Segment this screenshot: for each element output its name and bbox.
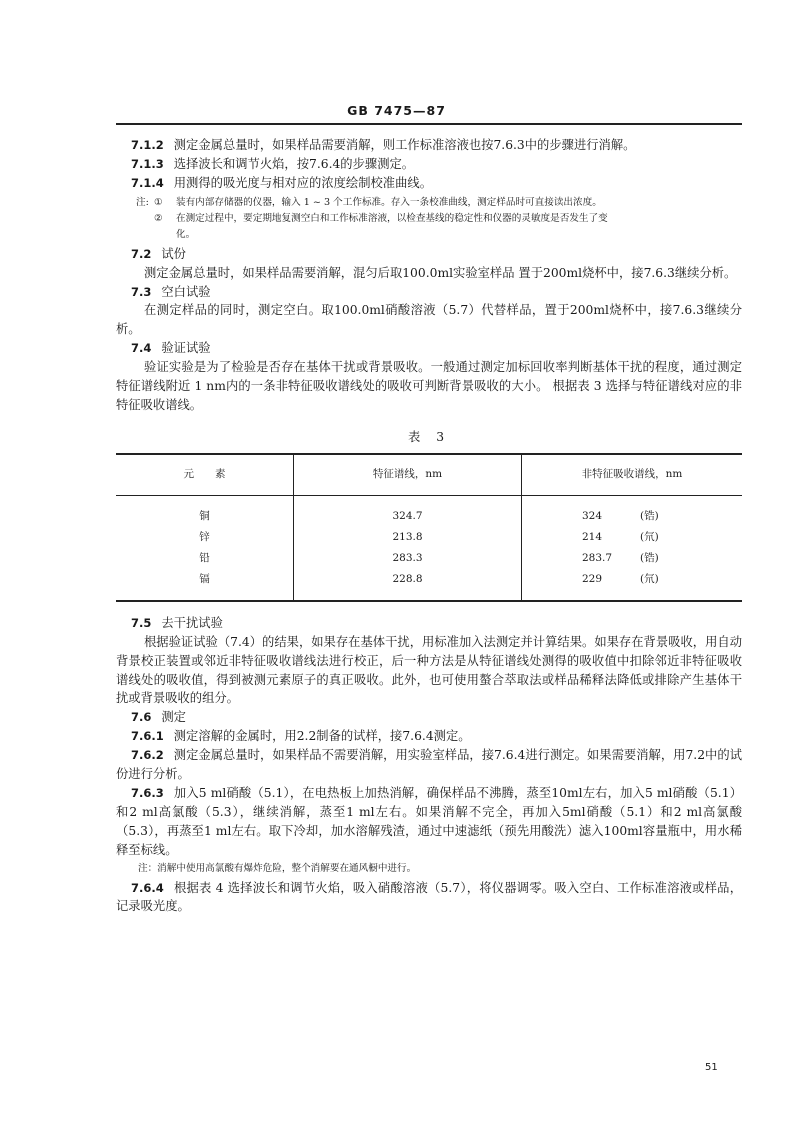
- footnote-7-6-3: 注：消解中使用高氯酸有爆炸危险，整个消解要在通风橱中进行。: [138, 862, 417, 874]
- clause-text: 测定金属总量时，如果样品不需要消解，用实验室样品，接7.6.4进行测定。如果需要消解，用7.2中的试份进行分析。: [116, 748, 742, 782]
- clause-text: 测定溶解的金属时，用2.2制备的试样，接7.6.4测定。: [173, 729, 471, 744]
- cell-line: 324.7: [294, 495, 522, 527]
- note-label: 注:: [136, 196, 149, 208]
- section-title: 试份: [161, 246, 186, 261]
- table-row: [116, 569, 742, 601]
- cell-element: 锌: [199, 530, 210, 543]
- clause-7-6-1: [116, 727, 742, 746]
- section-title: 去干扰试验: [161, 615, 223, 630]
- section-title: 空白试验: [161, 284, 211, 299]
- table-header-row: [116, 454, 742, 496]
- section-7-2-heading: [116, 245, 742, 264]
- clause-7-6-4: [116, 879, 742, 917]
- note-1: [116, 195, 742, 211]
- section-number: 7.2: [131, 246, 152, 261]
- clause-text: 选择波长和调节火焰，按7.6.4的步骤测定。: [173, 156, 415, 171]
- note-continuation: 化。: [176, 228, 196, 240]
- clause-number: 7.1.2: [131, 138, 164, 152]
- table-row: [116, 548, 742, 569]
- cell-element: 铜: [199, 509, 210, 522]
- note-marker: ②: [154, 212, 163, 224]
- note-text: 装有内部存储器的仪器，输入 1 ~ 3 个工作标准。存入一条校准曲线，测定样品时可直接读出浓度。: [176, 196, 602, 208]
- clause-number: 7.6.1: [131, 729, 164, 744]
- cell-nonline: 229 (氘): [522, 569, 743, 601]
- section-number: 7.6: [131, 710, 152, 725]
- notes-block: [116, 195, 742, 243]
- clause-text: 根据表 4 选择波长和调节火焰，吸入硝酸溶液（5.7），将仪器调零。吸入空白、工作标准溶液或样品，记录吸光度。: [116, 880, 742, 914]
- section-7-3-text: 在测定样品的同时，测定空白。取100.0ml硝酸溶液（5.7）代替样品，置于200ml烧杯中，接7.6.3继续分析。: [116, 303, 742, 337]
- table-row: [116, 495, 742, 527]
- section-7-4-text: 验证实验是为了检验是否存在基体干扰或背景吸收。一般通过测定加标回收率判断基体干扰的程度，通过测定特征谱线附近 1 nm内的一条非特征吸收谱线处的吸收可判断背景吸收的大小。 根据表 3 选择与特征谱线对应的非特征吸收谱线。: [116, 360, 742, 412]
- clause-text: 用测得的吸光度与相对应的浓度绘制校准曲线。: [173, 175, 432, 190]
- cell-line: 283.3: [294, 548, 522, 569]
- section-7-6-heading: [116, 708, 742, 727]
- clause-7-1-2: [116, 136, 742, 155]
- table-row: [116, 527, 742, 548]
- note-2: [116, 211, 742, 227]
- table-3: [116, 453, 742, 602]
- cell-nonline: 214 (氘): [522, 527, 743, 548]
- clause-number: 7.6.3: [131, 785, 164, 800]
- section-7-5-heading: [116, 614, 742, 633]
- clause-number: 7.1.3: [131, 156, 164, 171]
- cell-line: 213.8: [294, 527, 522, 548]
- header-characteristic-line: 特征谱线，nm: [294, 454, 522, 496]
- section-7-2-text: 测定金属总量时，如果样品需要消解，混匀后取100.0ml实验室样品 置于200ml烧杯中，接7.6.3继续分析。: [144, 265, 737, 280]
- section-number: 7.3: [131, 284, 152, 299]
- section-title: 测定: [161, 710, 186, 725]
- page-number: 51: [705, 1062, 718, 1073]
- header-element: 元 素: [116, 454, 294, 496]
- standard-header: GB 7475—87: [347, 103, 446, 118]
- clause-7-6-2: [116, 746, 742, 784]
- section-number: 7.5: [131, 615, 152, 630]
- section-number: 7.4: [131, 341, 152, 356]
- note-text: 在测定过程中，要定期地复测空白和工作标准溶液，以检查基线的稳定性和仪器的灵敏度是否发生了变: [176, 212, 608, 224]
- clause-number: 7.1.4: [131, 175, 164, 190]
- section-7-3-heading: [116, 283, 742, 302]
- section-7-5-text: 根据验证试验（7.4）的结果，如果存在基体干扰，用标准加入法测定并计算结果。如果存在背景吸收，用自动背景校正装置或邻近非特征吸收谱线法进行校正，后一种方法是从特征谱线处测得的吸收值中扣除邻近非特征吸收谱线处的吸收值，得到被测元素原子的真正吸收。此外，也可使用螯合萃取法或样品稀释法降低或排除产生基体干扰或背景吸收的组分。: [116, 634, 742, 706]
- clause-number: 7.6.4: [131, 880, 164, 895]
- header-rule: [116, 123, 742, 125]
- cell-element: 镉: [116, 569, 294, 601]
- cell-element: 铅: [199, 551, 210, 564]
- clause-7-6-3: [116, 784, 742, 860]
- clause-number: 7.6.2: [131, 748, 164, 763]
- section-title: 验证试验: [161, 341, 211, 356]
- document-body: [116, 136, 742, 916]
- table-3-title: 表 3: [407, 429, 451, 444]
- cell-nonline: 283.7 (锆): [522, 548, 743, 569]
- note-marker: ①: [154, 196, 163, 208]
- cell-nonline: 324 (锆): [522, 495, 743, 527]
- clause-text: 测定金属总量时，如果样品需要消解，则工作标准溶液也按7.6.3中的步骤进行消解。: [173, 138, 636, 152]
- cell-line: 228.8: [294, 569, 522, 601]
- clause-text: 加入5 ml硝酸（5.1），在电热板上加热消解，确保样品不沸腾，蒸至10ml左右，加入5 ml硝酸（5.1）和2 ml高氯酸（5.3），继续消解，蒸至1 ml左右。如果消解不完全，再加入5ml硝酸（5.1）和2 ml高氯酸（5.3），再蒸至1 ml左右。取下冷却，加水溶解残渣，通过中速滤纸（预先用酸洗）滤入100ml容量瓶中，用水稀释至标线。: [116, 785, 742, 857]
- clause-7-1-4: [116, 174, 742, 193]
- section-7-4-heading: [116, 339, 742, 358]
- header-non-characteristic-line: 非特征吸收谱线，nm: [522, 454, 743, 496]
- clause-7-1-3: [116, 155, 742, 174]
